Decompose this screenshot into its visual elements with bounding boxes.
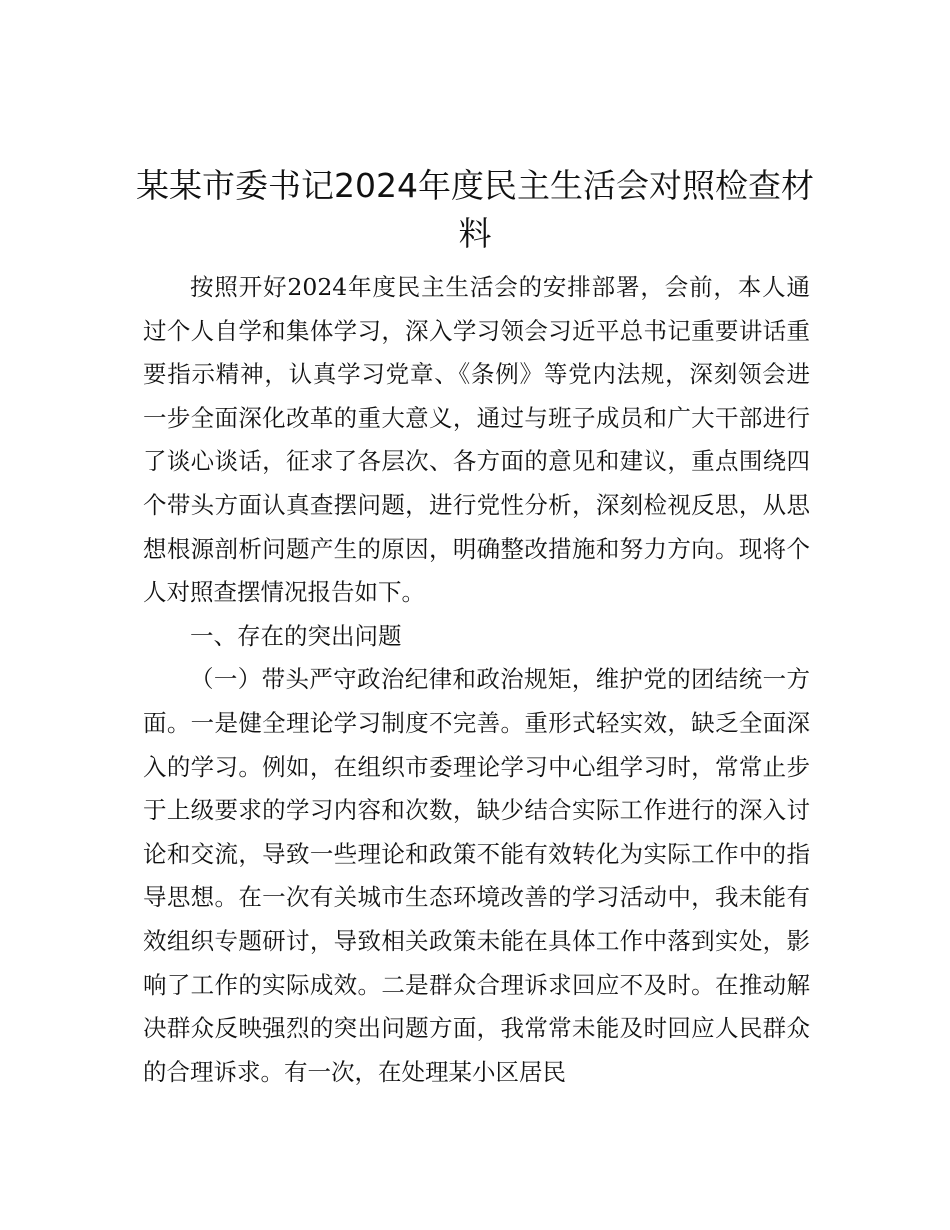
document-body (143, 266, 810, 1094)
intro-paragraph: 按照开好2024年度民主生活会的安排部署，会前，本人通过个人自学和集体学习，深入学习领会习近平总书记重要讲话重要指示精神，认真学习党章、《条例》等党内法规，深刻领会进一步全面深化改革的重大意义，通过与班子成员和广大干部进行了谈心谈话，征求了各层次、各方面的意见和建议，重点围绕四个带头方面认真查摆问题，进行党性分析，深刻检视反思，从思想根源剖析问题产生的原因，明确整改措施和努力方向。现将个人对照查摆情况报告如下。 (143, 273, 810, 607)
document-title: 某某市委书记2024年度民主生活会对照检查材料 (136, 166, 814, 253)
section-heading: 一、存在的突出问题 (190, 621, 402, 650)
section-paragraph: （一）带头严守政治纪律和政治规矩，维护党的团结统一方面。一是健全理论学习制度不完善。重形式轻实效，缺乏全面深入的学习。例如，在组织市委理论学习中心组学习时，常常止步于上级要求的学习内容和次数，缺少结合实际工作进行的深入讨论和交流，导致一些理论和政策不能有效转化为实际工作中的指导思想。在一次有关城市生态环境改善的学习活动中，我未能有效组织专题研讨，导致相关政策未能在具体工作中落到实处，影响了工作的实际成效。二是群众合理诉求回应不及时。在推动解决群众反映强烈的突出问题方面，我常常未能及时回应人民群众的合理诉求。有一次，在处理某小区居民 (143, 665, 810, 1086)
